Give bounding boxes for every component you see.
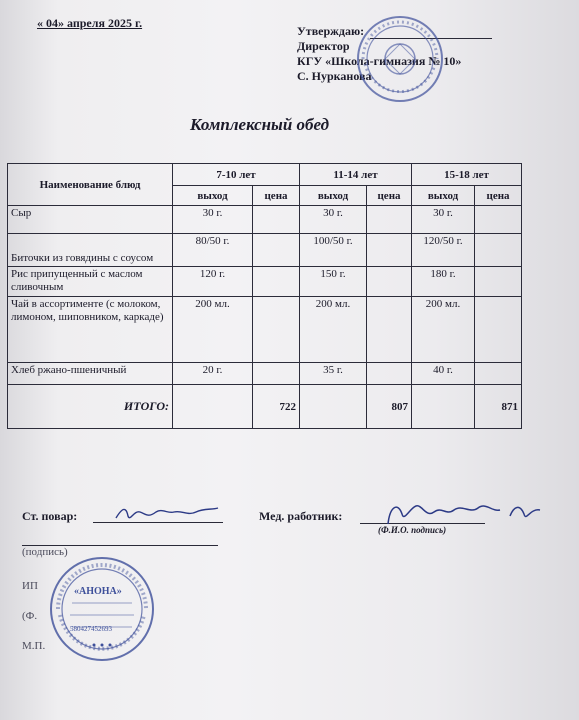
- dish-yield: 180 г.: [412, 267, 475, 297]
- dish-yield: 30 г.: [300, 206, 367, 234]
- total-yield-empty: [300, 385, 367, 429]
- total-yield-empty: [412, 385, 475, 429]
- document-title: Комплексный обед: [190, 115, 330, 134]
- mp-label: М.П.: [22, 640, 46, 652]
- dish-yield: 200 мл.: [300, 297, 367, 363]
- dish-yield: 100/50 г.: [300, 234, 367, 267]
- dish-name: Биточки из говядины с соусом: [8, 234, 173, 267]
- subheader-price: цена: [367, 186, 412, 206]
- approver-position: Директор: [297, 39, 350, 53]
- column-header-age: 7-10 лет: [173, 164, 300, 186]
- dish-price: [253, 297, 300, 363]
- dish-price: [367, 267, 412, 297]
- school-stamp: [355, 14, 445, 104]
- total-label: ИТОГО:: [8, 385, 173, 429]
- dish-price: [253, 234, 300, 267]
- table-row: [8, 267, 522, 297]
- subheader-yield: выход: [173, 186, 253, 206]
- dish-price: [367, 297, 412, 363]
- total-yield-empty: [173, 385, 253, 429]
- column-header-age: 15-18 лет: [412, 164, 522, 186]
- dish-price: [475, 206, 522, 234]
- dish-price: [367, 234, 412, 267]
- approver-name: С. Нурканова: [297, 69, 372, 83]
- table-total-row: [8, 385, 522, 429]
- ip-label: ИП: [22, 580, 38, 592]
- ip-stamp: [48, 555, 156, 663]
- dish-price: [367, 206, 412, 234]
- dish-yield: 200 мл.: [412, 297, 475, 363]
- total-price: 871: [475, 385, 522, 429]
- organization-name: КГУ «Школа-гимназия № 10»: [297, 54, 462, 68]
- dish-name: Хлеб ржано-пшеничный: [8, 363, 173, 385]
- approve-label: Утверждаю:: [297, 24, 365, 38]
- dish-yield: 30 г.: [173, 206, 253, 234]
- table-row: [8, 234, 522, 267]
- table-row: [8, 297, 522, 363]
- document-date: « 04» апреля 2025 г.: [37, 16, 143, 30]
- ip-stamp-name: «АНОНА»: [74, 586, 122, 597]
- dish-yield: 30 г.: [412, 206, 475, 234]
- subheader-yield: выход: [412, 186, 475, 206]
- menu-table: [7, 163, 522, 429]
- table-row: [8, 206, 522, 234]
- medic-signature: [380, 496, 550, 536]
- dish-name: Сыр: [8, 206, 173, 234]
- dish-yield: 20 г.: [173, 363, 253, 385]
- dish-price: [475, 297, 522, 363]
- fio-caption: (Ф.И.О. подпись): [378, 525, 447, 535]
- total-price: 807: [367, 385, 412, 429]
- dish-price: [475, 267, 522, 297]
- cook-label: Ст. повар:: [22, 509, 78, 523]
- dish-yield: 80/50 г.: [173, 234, 253, 267]
- medic-label: Мед. работник:: [259, 509, 343, 523]
- dish-yield: 35 г.: [300, 363, 367, 385]
- dish-price: [253, 363, 300, 385]
- dish-yield: 120/50 г.: [412, 234, 475, 267]
- dish-yield: 200 мл.: [173, 297, 253, 363]
- table-header-row: [8, 164, 522, 186]
- signature-caption: (подпись): [22, 546, 68, 558]
- cook-signature: [112, 500, 222, 526]
- table-row: [8, 363, 522, 385]
- subheader-yield: выход: [300, 186, 367, 206]
- ip-stamp-bin: 580427452693: [70, 625, 112, 633]
- fio-short: (Ф.: [22, 610, 38, 622]
- dish-yield: 40 г.: [412, 363, 475, 385]
- dish-price: [367, 363, 412, 385]
- total-price: 722: [253, 385, 300, 429]
- dish-price: [475, 234, 522, 267]
- dish-price: [253, 206, 300, 234]
- column-header-age: 11-14 лет: [300, 164, 412, 186]
- dish-price: [475, 363, 522, 385]
- dish-name: Рис припущенный с маслом сливочным: [8, 267, 173, 297]
- subheader-price: цена: [475, 186, 522, 206]
- subheader-price: цена: [253, 186, 300, 206]
- dish-yield: 150 г.: [300, 267, 367, 297]
- dish-yield: 120 г.: [173, 267, 253, 297]
- column-header-name: Наименование блюд: [8, 164, 173, 206]
- dish-price: [253, 267, 300, 297]
- dish-name: Чай в ассортименте (с молоком, лимоном, шиповником, каркаде): [8, 297, 173, 363]
